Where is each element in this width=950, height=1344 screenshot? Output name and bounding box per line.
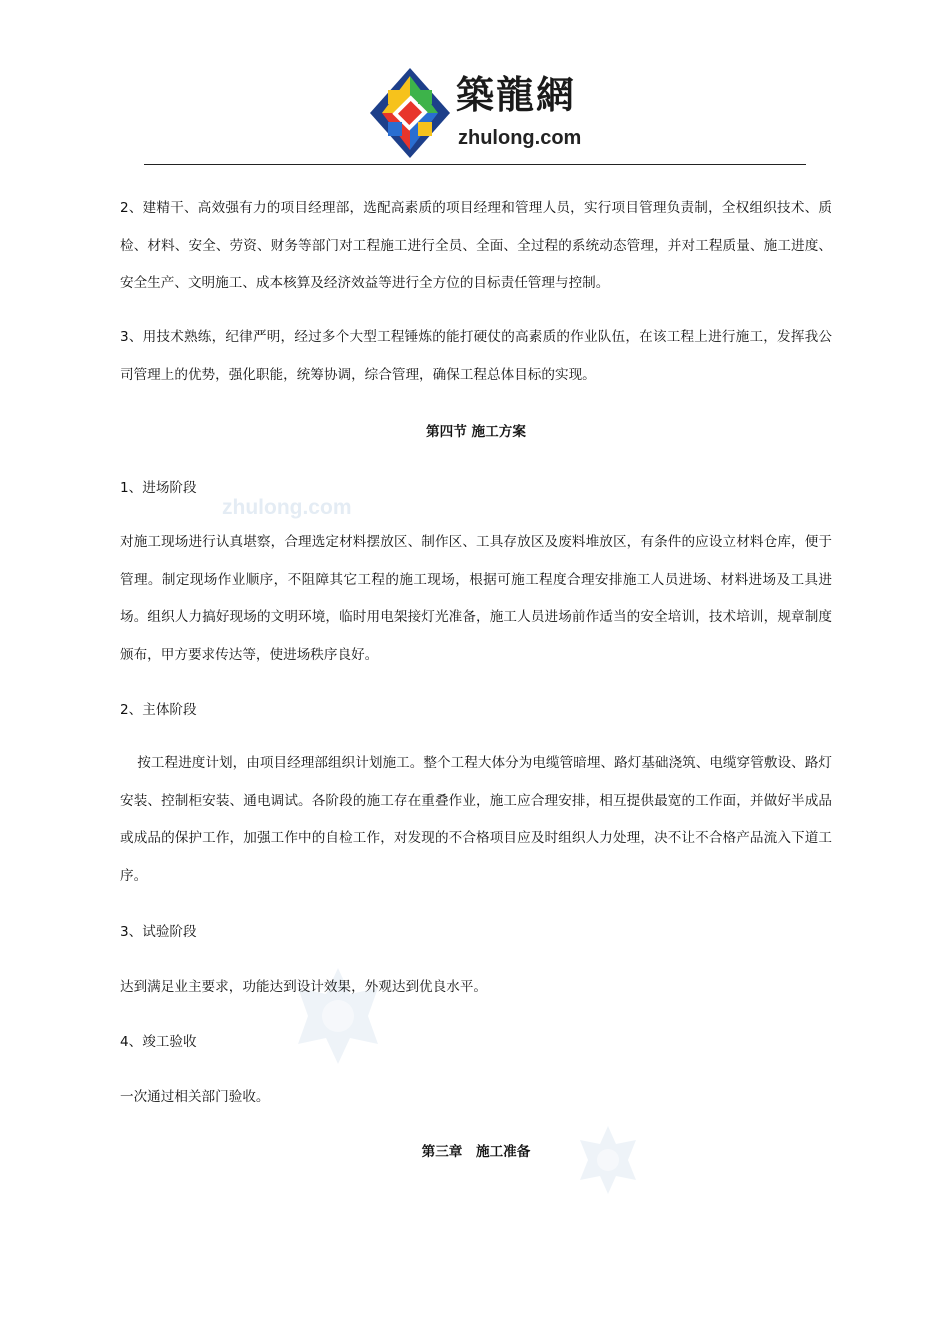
stage3-paragraph: 达到满足业主要求，功能达到设计效果，外观达到优良水平。: [120, 979, 488, 995]
stage2-label: 2、主体阶段: [120, 702, 197, 718]
stage3-label: 3、试验阶段: [120, 924, 197, 940]
logo-domain: zhulong.com: [458, 127, 582, 149]
chapter-heading: 第三章 施工准备: [421, 1144, 531, 1160]
stage4-paragraph: 一次通过相关部门验收。: [120, 1089, 270, 1105]
zhulong-logo-icon: [368, 66, 452, 160]
section-heading: 第四节 施工方案: [426, 424, 526, 440]
stage2-paragraph: 按工程进度计划，由项目经理部组织计划施工。整个工程大体分为电缆管暗埋、路灯基础浇筑、电缆穿管敷设、路灯安装、控制柜安装、通电调试。各阶段的施工存在重叠作业，施工应合理安排，相互提供最宽的工作面，并做好半成品或成品的保护工作，加强工作中的自检工作，对发现的不合格项目应及时组织人力处理，决不让不合格产品流入下道工序。: [120, 755, 832, 884]
stage4-label: 4、竣工验收: [120, 1034, 197, 1050]
stage1-label: 1、进场阶段: [120, 480, 197, 496]
watermark-text: zhulong.com: [222, 496, 352, 519]
stage1-paragraph: 对施工现场进行认真堪察，合理选定材料摆放区、制作区、工具存放区及废料堆放区，有条件的应设立材料仓库，便于管理。制定现场作业顺序，不阻障其它工程的施工现场，根据可施工程度合理安排施工人员进场、材料进场及工具进场。组织人力搞好现场的文明环境，临时用电架接灯光准备，施工人员进场前作适当的安全培训，技术培训，规章制度颁布，甲方要求传达等，使进场秩序良好。: [120, 534, 832, 663]
paragraph-work-team: 3、用技术熟练，纪律严明，经过多个大型工程锤炼的能打硬仗的高素质的作业队伍，在该工程上进行施工，发挥我公司管理上的优势，强化职能，统筹协调，综合管理，确保工程总体目标的实现。: [120, 329, 832, 383]
logo-chinese-name: 築龍網: [456, 72, 577, 117]
header-divider: [144, 164, 806, 165]
paragraph-project-department: 2、建精干、高效强有力的项目经理部，选配高素质的项目经理和管理人员，实行项目管理负责制，全权组织技术、质检、材料、安全、劳资、财务等部门对工程施工进行全员、全面、全过程的系统动态管理，并对工程质量、施工进度、安全生产、文明施工、成本核算及经济效益等进行全方位的目标责任管理与控制。: [120, 200, 832, 291]
zhulong-logo: [368, 66, 588, 160]
